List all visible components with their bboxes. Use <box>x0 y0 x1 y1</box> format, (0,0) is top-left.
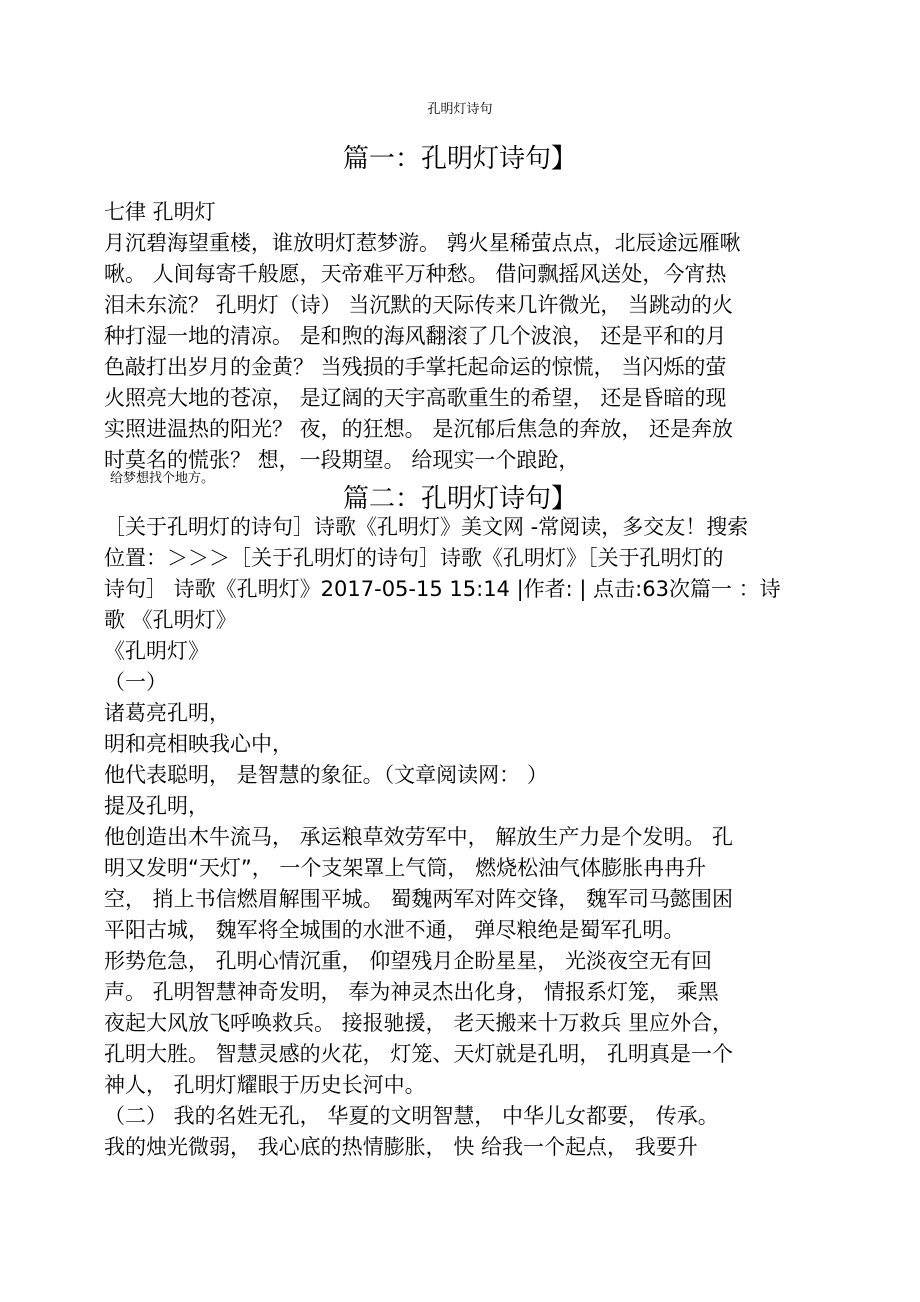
text-line: 色敲打出岁月的金黄？ 当残损的手掌托起命运的惊慌， 当闪烁的萤 <box>104 355 727 379</box>
text-line: 时莫名的慌张？ 想，一段期望。 给现实一个踉跄， <box>104 448 580 472</box>
text-line: 声。 孔明智慧神奇发明， 奉为神灵杰出化身， 情报系灯笼， 乘黑 <box>104 980 719 1004</box>
poem-tail: 给梦想找个地方。 <box>110 471 215 486</box>
text-line: 孔明大胜。 智慧灵感的火花， 灯笼、天灯就是孔明， 孔明真是一个 <box>104 1042 734 1066</box>
text-line: 他创造出木牛流马， 承运粮草效劳军中， 解放生产力是个发明。 孔 <box>104 825 734 849</box>
text-line: 形势危急， 孔明心情沉重， 仰望残月企盼星星， 光淡夜空无有回 <box>104 949 713 973</box>
text-line: 神人， 孔明灯耀眼于历史长河中。 <box>104 1073 426 1097</box>
text-line: 月沉碧海望重楼，谁放明灯惹梦游。 鹑火星稀萤点点，北辰途远雁啾 <box>104 231 741 255</box>
text-line: 诸葛亮孔明， <box>104 701 230 725</box>
text-line: 种打湿一地的清凉。 是和煦的海风翻滚了几个波浪， 还是平和的月 <box>104 324 727 348</box>
text-line: 空， 捎上书信燃眉解围平城。 蜀魏两军对阵交锋， 魏军司马懿围困 <box>104 887 734 911</box>
text-line: 位置：＞＞＞［关于孔明灯的诗句］诗歌《孔明灯》［关于孔明灯的 <box>104 546 724 570</box>
section-title-2: 篇二：孔明灯诗句】 <box>342 484 577 514</box>
text-line: 诗句］ 诗歌《孔明灯》2017-05-15 15:14 |作者: | 点击:63次篇一 ：诗 <box>104 577 781 601</box>
text-line: 提及孔明， <box>104 794 209 818</box>
text-line: 泪未东流？ 孔明灯（诗） 当沉默的天际传来几许微光， 当跳动的火 <box>104 293 734 317</box>
text-line: 明和亮相映我心中， <box>104 732 293 756</box>
text-line: 夜起大风放飞呼唤救兵。 接报驰援， 老天搬来十万救兵 里应外合， <box>104 1011 734 1035</box>
text-line: （一） <box>104 670 167 694</box>
text-line: 他代表聪明， 是智慧的象征。（文章阅读网： ） <box>104 763 548 787</box>
poem-title: 七律 孔明灯 <box>104 200 216 224</box>
text-line: 实照进温热的阳光？ 夜，的狂想。 是沉郁后焦急的奔放， 还是奔放 <box>104 417 734 441</box>
text-line: 啾。 人间每寄千般愿，天帝难平万种愁。 借问飘摇风送处，今宵热 <box>104 262 727 286</box>
text-line: 《孔明灯》 <box>104 639 209 663</box>
section-2-body <box>104 512 804 1163</box>
text-line: 歌 《孔明灯》 <box>104 608 237 632</box>
section-title-1: 篇一：孔明灯诗句】 <box>342 144 577 174</box>
text-line: （二） 我的名姓无孔， 华夏的文明智慧， 中华儿女都要， 传承。 <box>104 1104 719 1128</box>
text-line: 平阳古城， 魏军将全城围的水泄不通， 弹尽粮绝是蜀军孔明。 <box>104 918 685 942</box>
text-line: 明又发明“天灯”， 一个支架罩上气筒， 燃烧松油气体膨胀冉冉升 <box>104 856 707 880</box>
poem-body <box>104 228 804 476</box>
text-line: 火照亮大地的苍凉， 是辽阔的天宇高歌重生的希望， 还是昏暗的现 <box>104 386 727 410</box>
text-line: ［关于孔明灯的诗句］诗歌《孔明灯》美文网 -常阅读，多交友！搜索 <box>104 515 749 539</box>
page-header: 孔明灯诗句 <box>427 102 493 117</box>
text-line: 我的烛光微弱， 我心底的热情膨胀， 快 给我一个起点， 我要升 <box>104 1135 698 1159</box>
